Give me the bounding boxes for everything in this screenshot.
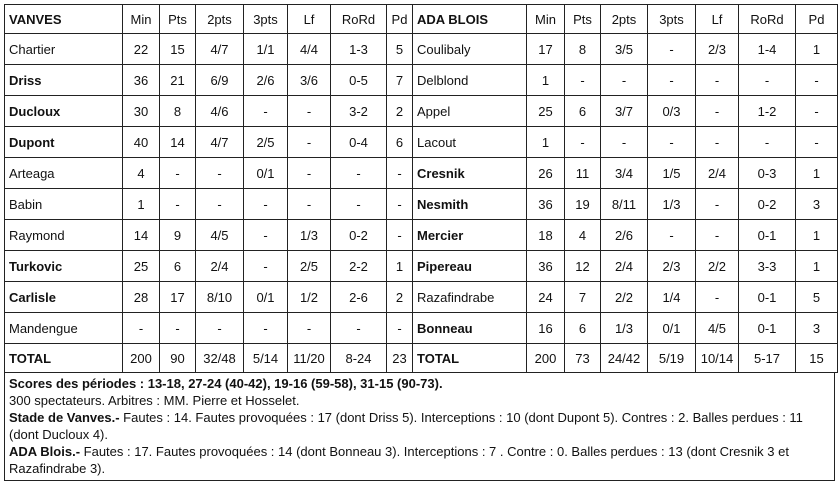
team-a-player-name: Carlisle: [5, 282, 123, 313]
team-b-stat-cell: 36: [527, 251, 565, 282]
team-b-total-cell: 15: [796, 344, 838, 373]
col-header: RoRd: [739, 5, 796, 34]
player-row: [5, 313, 838, 344]
team-a-stat-cell: 0/1: [244, 158, 288, 189]
box-score-table: [4, 4, 838, 373]
team-a-stat-cell: -: [160, 158, 196, 189]
col-header: Pd: [387, 5, 413, 34]
team-a-stat-cell: -: [160, 313, 196, 344]
team-b-stat-cell: 1: [796, 34, 838, 65]
team-b-player-name: Bonneau: [413, 313, 527, 344]
attendance-referees: 300 spectateurs. Arbitres : MM. Pierre et Hosselet.: [9, 393, 300, 408]
team-b-stat-cell: -: [739, 65, 796, 96]
box-score-sheet: [4, 4, 837, 481]
team-a-stat-cell: -: [244, 220, 288, 251]
team-a-stat-cell: 15: [160, 34, 196, 65]
team-b-stat-cell: 0-1: [739, 282, 796, 313]
team-a-stat-cell: 2-6: [331, 282, 387, 313]
team-a-stat-cell: 2/6: [244, 65, 288, 96]
team-a-total-cell: 32/48: [196, 344, 244, 373]
team-a-stat-cell: 4: [123, 158, 160, 189]
team-b-stat-cell: 3/7: [601, 96, 648, 127]
team-a-stat-cell: -: [387, 313, 413, 344]
blois-summary: [9, 443, 830, 477]
player-row: [5, 127, 838, 158]
team-b-stat-cell: 1/3: [648, 189, 696, 220]
team-a-stat-cell: -: [331, 313, 387, 344]
col-header: Pts: [565, 5, 601, 34]
team-b-stat-cell: -: [796, 96, 838, 127]
col-header: 2pts: [601, 5, 648, 34]
team-b-stat-cell: 0-1: [739, 220, 796, 251]
team-a-stat-cell: 0/1: [244, 282, 288, 313]
game-notes: [4, 373, 835, 481]
team-a-stat-cell: -: [196, 189, 244, 220]
team-a-stat-cell: 6/9: [196, 65, 244, 96]
team-b-stat-cell: 6: [565, 313, 601, 344]
team-a-stat-cell: 2: [387, 282, 413, 313]
player-row: [5, 282, 838, 313]
player-rows: [5, 34, 838, 344]
team-b-stat-cell: -: [565, 127, 601, 158]
team-b-stat-cell: 0-3: [739, 158, 796, 189]
team-b-player-name: Nesmith: [413, 189, 527, 220]
team-b-stat-cell: 3: [796, 313, 838, 344]
team-b-total-cell: 5-17: [739, 344, 796, 373]
team-b-stat-cell: 2/2: [696, 251, 739, 282]
team-a-stat-cell: 4/5: [196, 220, 244, 251]
team-a-total-label: TOTAL: [5, 344, 123, 373]
team-a-stat-cell: -: [244, 96, 288, 127]
team-a-stat-cell: 1/3: [288, 220, 331, 251]
team-b-player-name: Coulibaly: [413, 34, 527, 65]
team-a-stat-cell: -: [387, 158, 413, 189]
col-header: 2pts: [196, 5, 244, 34]
team-b-stat-cell: 1/5: [648, 158, 696, 189]
team-b-stat-cell: 3/4: [601, 158, 648, 189]
team-b-stat-cell: -: [601, 127, 648, 158]
team-a-stat-cell: 0-5: [331, 65, 387, 96]
team-a-total-cell: 11/20: [288, 344, 331, 373]
col-header: Min: [527, 5, 565, 34]
team-a-total-cell: 23: [387, 344, 413, 373]
header-row: [5, 5, 838, 34]
team-a-stat-cell: 8: [160, 96, 196, 127]
team-a-player-name: Mandengue: [5, 313, 123, 344]
team-a-stat-cell: -: [244, 251, 288, 282]
team-b-stat-cell: -: [648, 220, 696, 251]
team-a-total-cell: 5/14: [244, 344, 288, 373]
team-a-player-name: Driss: [5, 65, 123, 96]
team-a-player-name: Arteaga: [5, 158, 123, 189]
vanves-summary-label: Stade de Vanves.-: [9, 410, 120, 425]
team-a-stat-cell: -: [244, 313, 288, 344]
team-a-stat-cell: 1/1: [244, 34, 288, 65]
team-a-stat-cell: 2: [387, 96, 413, 127]
team-a-stat-cell: 14: [123, 220, 160, 251]
team-a-stat-cell: -: [288, 96, 331, 127]
team-a-stat-cell: -: [288, 313, 331, 344]
player-row: [5, 220, 838, 251]
team-b-stat-cell: 0-1: [739, 313, 796, 344]
team-b-stat-cell: 0/3: [648, 96, 696, 127]
col-header: Lf: [696, 5, 739, 34]
team-a-player-name: Dupont: [5, 127, 123, 158]
team-b-stat-cell: 2/3: [696, 34, 739, 65]
team-b-stat-cell: 3: [796, 189, 838, 220]
team-b-stat-cell: -: [696, 65, 739, 96]
team-b-stat-cell: 1: [527, 127, 565, 158]
team-b-total-cell: 5/19: [648, 344, 696, 373]
team-a-name: VANVES: [5, 5, 123, 34]
team-b-stat-cell: -: [601, 65, 648, 96]
team-b-stat-cell: 19: [565, 189, 601, 220]
team-a-stat-cell: 21: [160, 65, 196, 96]
team-b-stat-cell: 1-4: [739, 34, 796, 65]
team-a-stat-cell: 17: [160, 282, 196, 313]
team-b-stat-cell: -: [648, 34, 696, 65]
vanves-summary: [9, 409, 830, 443]
team-b-stat-cell: 1: [796, 220, 838, 251]
player-row: [5, 96, 838, 127]
team-a-stat-cell: 3/6: [288, 65, 331, 96]
player-row: [5, 34, 838, 65]
team-a-stat-cell: 14: [160, 127, 196, 158]
team-a-stat-cell: 25: [123, 251, 160, 282]
team-b-stat-cell: 1: [796, 158, 838, 189]
team-b-stat-cell: 11: [565, 158, 601, 189]
team-b-stat-cell: 2/4: [601, 251, 648, 282]
team-b-player-name: Cresnik: [413, 158, 527, 189]
team-b-stat-cell: 2/6: [601, 220, 648, 251]
team-a-stat-cell: -: [387, 189, 413, 220]
col-header: RoRd: [331, 5, 387, 34]
team-b-stat-cell: 8/11: [601, 189, 648, 220]
team-b-total-label: TOTAL: [413, 344, 527, 373]
team-a-stat-cell: -: [196, 313, 244, 344]
team-b-stat-cell: -: [696, 189, 739, 220]
team-b-player-name: Lacout: [413, 127, 527, 158]
team-b-stat-cell: 25: [527, 96, 565, 127]
team-a-stat-cell: -: [160, 189, 196, 220]
team-a-total-cell: 200: [123, 344, 160, 373]
team-a-stat-cell: -: [331, 189, 387, 220]
team-a-stat-cell: 0-2: [331, 220, 387, 251]
player-row: [5, 158, 838, 189]
team-a-stat-cell: 30: [123, 96, 160, 127]
team-b-stat-cell: 18: [527, 220, 565, 251]
team-b-stat-cell: 2/2: [601, 282, 648, 313]
team-b-stat-cell: -: [696, 220, 739, 251]
blois-summary-label: ADA Blois.-: [9, 444, 81, 459]
team-a-stat-cell: 1-3: [331, 34, 387, 65]
player-row: [5, 189, 838, 220]
team-b-stat-cell: 4/5: [696, 313, 739, 344]
col-header: Pd: [796, 5, 838, 34]
team-b-stat-cell: -: [739, 127, 796, 158]
col-header: 3pts: [244, 5, 288, 34]
team-a-total-cell: 90: [160, 344, 196, 373]
team-b-stat-cell: 1-2: [739, 96, 796, 127]
period-scores: Scores des périodes : 13-18, 27-24 (40-42), 19-16 (59-58), 31-15 (90-73).: [9, 376, 443, 391]
team-b-stat-cell: -: [696, 96, 739, 127]
team-b-stat-cell: 1: [796, 251, 838, 282]
team-b-stat-cell: 17: [527, 34, 565, 65]
team-a-stat-cell: 8/10: [196, 282, 244, 313]
team-b-stat-cell: -: [696, 127, 739, 158]
team-b-player-name: Mercier: [413, 220, 527, 251]
totals-row: [5, 344, 838, 373]
team-a-stat-cell: 3-2: [331, 96, 387, 127]
team-a-total-cell: 8-24: [331, 344, 387, 373]
team-b-stat-cell: -: [565, 65, 601, 96]
team-b-stat-cell: 0-2: [739, 189, 796, 220]
team-b-stat-cell: 3/5: [601, 34, 648, 65]
team-b-stat-cell: 16: [527, 313, 565, 344]
team-a-stat-cell: 6: [387, 127, 413, 158]
team-b-stat-cell: 1: [527, 65, 565, 96]
col-header: Min: [123, 5, 160, 34]
team-a-stat-cell: 2/4: [196, 251, 244, 282]
team-a-stat-cell: 6: [160, 251, 196, 282]
team-a-stat-cell: 40: [123, 127, 160, 158]
team-a-stat-cell: 1: [123, 189, 160, 220]
team-a-stat-cell: 1/2: [288, 282, 331, 313]
team-b-stat-cell: 7: [565, 282, 601, 313]
team-b-stat-cell: 5: [796, 282, 838, 313]
team-b-stat-cell: -: [648, 65, 696, 96]
team-a-stat-cell: 4/7: [196, 34, 244, 65]
team-a-stat-cell: 2-2: [331, 251, 387, 282]
team-b-player-name: Pipereau: [413, 251, 527, 282]
team-a-stat-cell: 5: [387, 34, 413, 65]
team-a-stat-cell: -: [196, 158, 244, 189]
col-header: Lf: [288, 5, 331, 34]
team-b-stat-cell: 4: [565, 220, 601, 251]
team-a-stat-cell: 28: [123, 282, 160, 313]
team-a-stat-cell: -: [387, 220, 413, 251]
team-a-stat-cell: -: [244, 189, 288, 220]
team-a-stat-cell: 36: [123, 65, 160, 96]
team-a-stat-cell: 22: [123, 34, 160, 65]
team-a-player-name: Chartier: [5, 34, 123, 65]
team-a-player-name: Turkovic: [5, 251, 123, 282]
team-a-stat-cell: 2/5: [244, 127, 288, 158]
team-b-stat-cell: 1/4: [648, 282, 696, 313]
team-b-stat-cell: -: [796, 65, 838, 96]
team-b-stat-cell: -: [696, 282, 739, 313]
team-b-stat-cell: -: [796, 127, 838, 158]
team-a-player-name: Raymond: [5, 220, 123, 251]
team-a-stat-cell: -: [331, 158, 387, 189]
vanves-summary-text: Fautes : 14. Fautes provoquées : 17 (dont Driss 5). Interceptions : 10 (dont Dupont 5). Contres : 2. Balles perdues : 11 (dont Ducloux 4).: [9, 410, 803, 442]
team-b-player-name: Appel: [413, 96, 527, 127]
team-b-total-cell: 200: [527, 344, 565, 373]
team-b-stat-cell: 12: [565, 251, 601, 282]
team-a-stat-cell: 4/6: [196, 96, 244, 127]
team-a-player-name: Ducloux: [5, 96, 123, 127]
team-b-player-name: Razafindrabe: [413, 282, 527, 313]
team-b-stat-cell: 2/3: [648, 251, 696, 282]
team-a-stat-cell: 1: [387, 251, 413, 282]
team-a-player-name: Babin: [5, 189, 123, 220]
team-b-stat-cell: 26: [527, 158, 565, 189]
team-b-player-name: Delblond: [413, 65, 527, 96]
col-header: Pts: [160, 5, 196, 34]
team-b-stat-cell: 2/4: [696, 158, 739, 189]
team-b-name: ADA BLOIS: [413, 5, 527, 34]
team-a-stat-cell: -: [288, 158, 331, 189]
team-a-stat-cell: 7: [387, 65, 413, 96]
team-b-stat-cell: 8: [565, 34, 601, 65]
team-b-stat-cell: 24: [527, 282, 565, 313]
team-b-stat-cell: 1/3: [601, 313, 648, 344]
team-b-stat-cell: 6: [565, 96, 601, 127]
team-a-stat-cell: 0-4: [331, 127, 387, 158]
player-row: [5, 251, 838, 282]
blois-summary-text: Fautes : 17. Fautes provoquées : 14 (dont Bonneau 3). Interceptions : 7 . Contre : 0. Balles perdues : 13 (dont Cresnik 3 et Razafindrabe 3).: [9, 444, 789, 476]
team-a-stat-cell: -: [288, 127, 331, 158]
team-a-stat-cell: 4/4: [288, 34, 331, 65]
player-row: [5, 65, 838, 96]
team-b-total-cell: 73: [565, 344, 601, 373]
team-b-total-cell: 10/14: [696, 344, 739, 373]
team-a-stat-cell: 9: [160, 220, 196, 251]
team-b-stat-cell: 0/1: [648, 313, 696, 344]
team-b-stat-cell: -: [648, 127, 696, 158]
team-a-stat-cell: -: [288, 189, 331, 220]
team-a-stat-cell: 4/7: [196, 127, 244, 158]
col-header: 3pts: [648, 5, 696, 34]
team-a-stat-cell: -: [123, 313, 160, 344]
team-b-stat-cell: 36: [527, 189, 565, 220]
team-a-stat-cell: 2/5: [288, 251, 331, 282]
team-b-total-cell: 24/42: [601, 344, 648, 373]
team-b-stat-cell: 3-3: [739, 251, 796, 282]
